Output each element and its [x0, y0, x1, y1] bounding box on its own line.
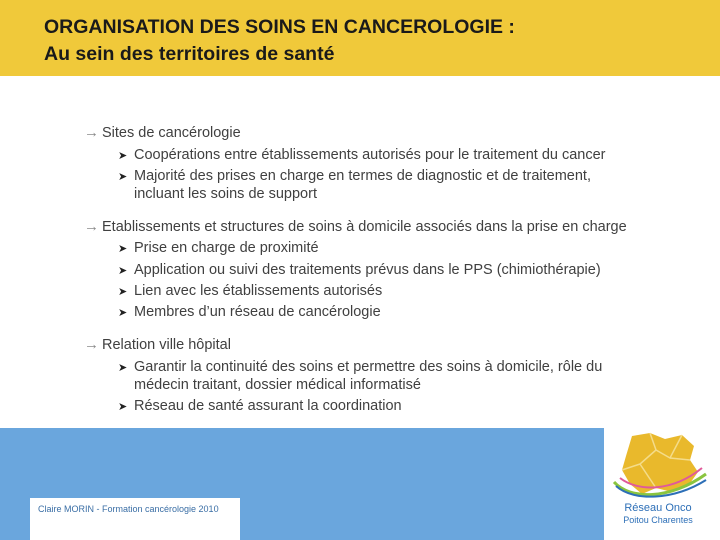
logo-name: Réseau Onco: [624, 502, 692, 514]
section-title: Etablissements et structures de soins à domicile associés dans la prise en charge: [102, 219, 627, 235]
section-sites: [84, 124, 241, 142]
list-item: ➤ Membres d’un réseau de cancérologie: [118, 304, 381, 320]
list-item: ➤ Prise en charge de proximité: [118, 240, 319, 256]
slide-title-line2: Au sein des territoires de santé: [44, 43, 335, 65]
arrow-right-icon: →: [84, 124, 99, 141]
list-item: ➤ Garantir la continuité des soins et permettre des soins à domicile, rôle du: [118, 359, 603, 375]
list-item: ➤ Lien avec les établissements autorisés: [118, 283, 383, 299]
section-relation: [84, 336, 231, 354]
list-item: ➤ Réseau de santé assurant la coordination: [118, 398, 402, 414]
map-logo-icon: [610, 430, 710, 502]
section-etablissements: [84, 218, 627, 236]
chevron-right-icon: ➤: [118, 307, 128, 319]
list-item: ➤ Application ou suivi des traitements prévus dans le PPS (chimiothérapie): [118, 262, 601, 278]
chevron-right-icon: ➤: [118, 401, 128, 413]
logo-region: Poitou Charentes: [623, 515, 693, 525]
reseau-onco-logo: [604, 428, 720, 540]
list-item-continuation: médecin traitant, dossier médical informatisé: [134, 377, 421, 393]
arrow-right-icon: →: [84, 218, 99, 235]
chevron-right-icon: ➤: [118, 150, 128, 162]
list-item: ➤ Majorité des prises en charge en termes de diagnostic et de traitement,: [118, 168, 591, 184]
section-title: Relation ville hôpital: [102, 337, 231, 353]
footer-credit-box: [30, 498, 240, 540]
footer-band: [0, 428, 720, 540]
arrow-right-icon: →: [84, 336, 99, 353]
list-item: ➤ Coopérations entre établissements autorisés pour le traitement du cancer: [118, 147, 606, 163]
chevron-right-icon: ➤: [118, 286, 128, 298]
chevron-right-icon: ➤: [118, 265, 128, 277]
list-item-continuation: incluant les soins de support: [134, 186, 317, 202]
footer-credit: Claire MORIN - Formation cancérologie 2010: [38, 504, 219, 514]
slide-title-line1: ORGANISATION DES SOINS EN CANCEROLOGIE :: [44, 16, 515, 38]
chevron-right-icon: ➤: [118, 243, 128, 255]
chevron-right-icon: ➤: [118, 362, 128, 374]
chevron-right-icon: ➤: [118, 171, 128, 183]
section-title: Sites de cancérologie: [102, 125, 241, 141]
